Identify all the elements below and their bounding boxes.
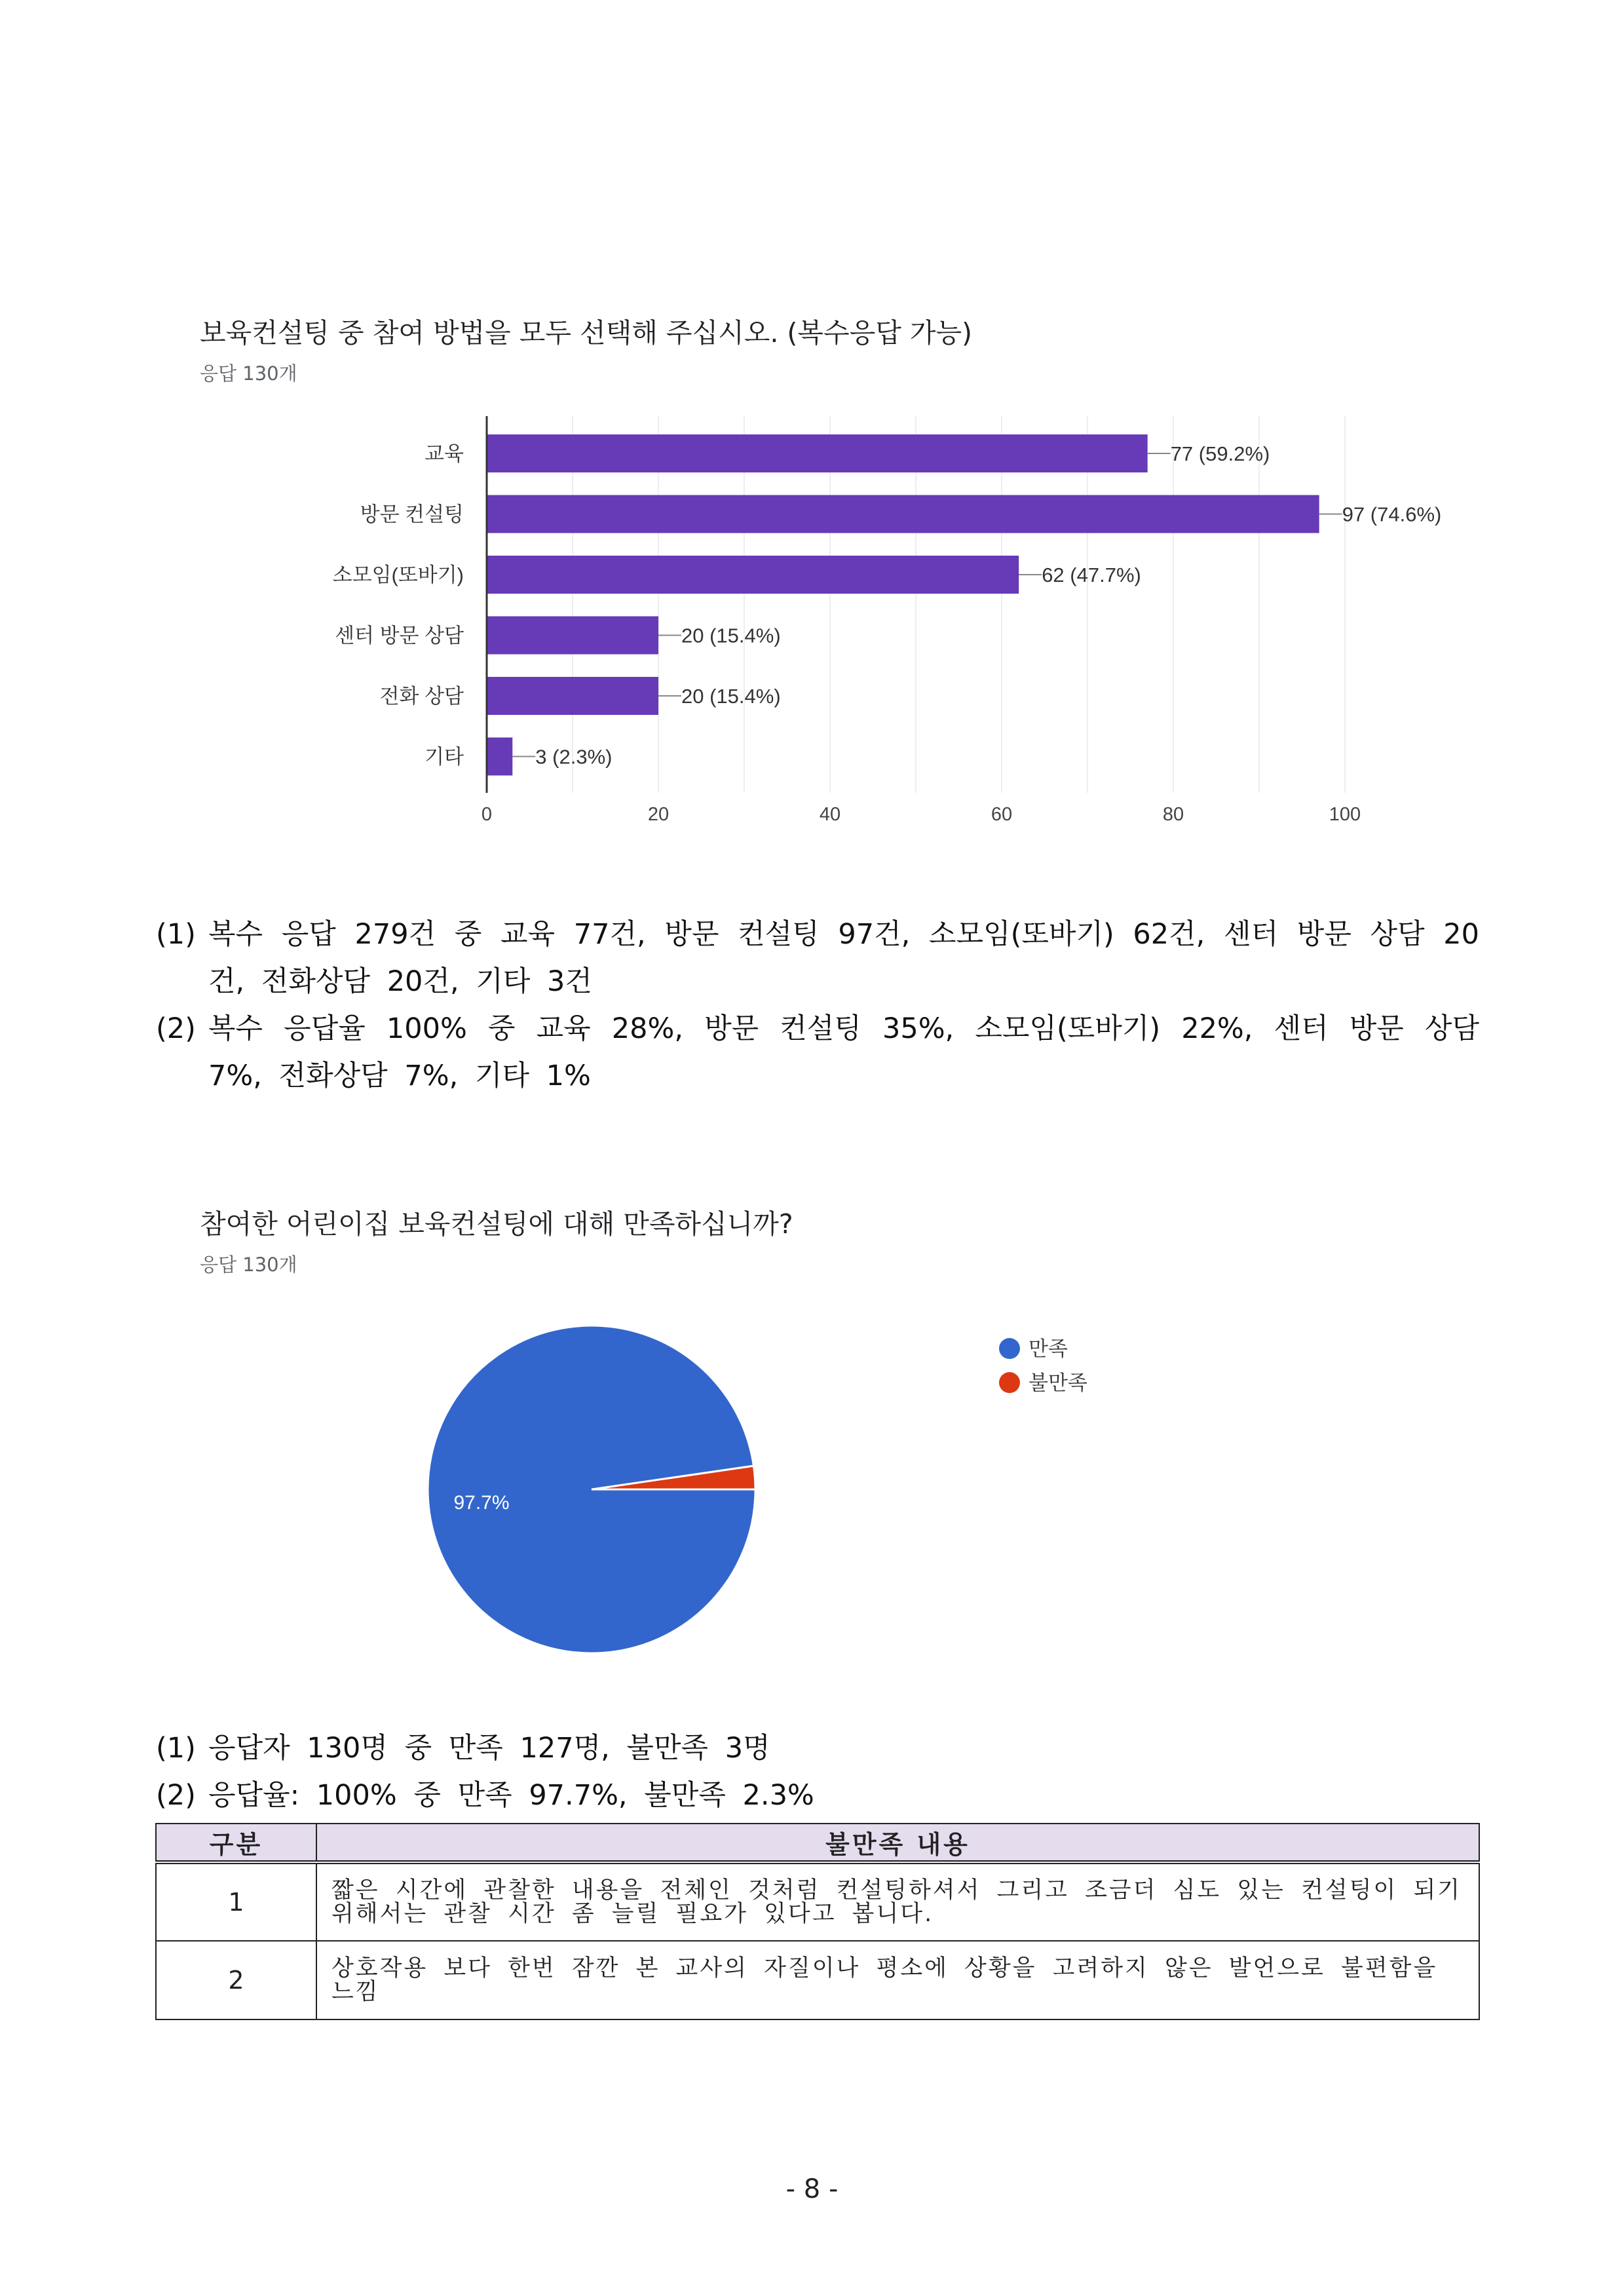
data-label: 20 (15.4%) — [681, 685, 781, 708]
header-category: 구분 — [156, 1824, 316, 1862]
category-label: 전화 상담 — [379, 685, 464, 708]
bar — [487, 495, 1319, 533]
bar — [487, 677, 658, 715]
x-tick-label: 60 — [991, 804, 1013, 825]
summary-2-item — [156, 1772, 1479, 1819]
legend-label: 만족 — [1029, 1337, 1068, 1360]
summary-1-item — [156, 1005, 1479, 1100]
header-content: 불만족 내용 — [316, 1824, 1479, 1862]
table-row — [156, 1862, 1479, 1941]
table-header-row — [156, 1824, 1479, 1862]
summary-item-text: 응답율: 100% 중 만족 97.7%, 불만족 2.3% — [208, 1779, 814, 1812]
x-tick-label: 80 — [1162, 804, 1184, 825]
summary-item-text: 복수 응답 279건 중 교육 77건, 방문 컨설팅 97건, 소모임(또바기) 62건, 센터 방문 상담 20건, 전화상담 20건, 기타 3건 — [208, 918, 1479, 998]
q2-response-count: 응답 130개 — [200, 1253, 297, 1276]
bar — [487, 738, 512, 776]
x-tick-label: 100 — [1329, 804, 1361, 825]
data-label: 62 (47.7%) — [1042, 564, 1141, 586]
participation-bar-chart — [0, 393, 1624, 878]
category-label: 기타 — [425, 745, 464, 769]
category-label: 센터 방문 상담 — [335, 624, 464, 647]
bar — [487, 617, 658, 655]
summary-1 — [156, 911, 1479, 1100]
pie-slice — [428, 1326, 755, 1653]
row-number: 2 — [156, 1941, 316, 2019]
x-tick-label: 0 — [481, 804, 493, 825]
category-label: 교육 — [425, 442, 464, 465]
q2-title: 참여한 어린이집 보육컨설팅에 대해 만족하십니까? — [200, 1208, 793, 1240]
summary-2 — [156, 1725, 1479, 1819]
summary-1-item — [156, 911, 1479, 1005]
summary-item-text: 복수 응답율 100% 중 교육 28%, 방문 컨설팅 35%, 소모임(또바기) 22%, 센터 방문 상담 7%, 전화상담 7%, 기타 1% — [208, 1012, 1479, 1092]
satisfaction-pie-chart — [0, 1297, 1624, 1691]
table-row — [156, 1941, 1479, 2019]
dissatisfaction-table — [155, 1823, 1480, 2020]
q1-title: 보육컨설팅 중 참여 방법을 모두 선택해 주십시오. (복수응답 가능) — [200, 317, 973, 349]
bar — [487, 434, 1148, 472]
bar — [487, 556, 1019, 594]
legend-marker — [999, 1372, 1020, 1393]
legend-label: 불만족 — [1029, 1371, 1087, 1394]
data-label: 97 (74.6%) — [1342, 503, 1442, 526]
data-label: 77 (59.2%) — [1170, 442, 1270, 465]
data-label: 3 (2.3%) — [535, 745, 613, 769]
summary-item-number: (2) — [156, 1779, 196, 1812]
summary-2-item — [156, 1725, 1479, 1772]
summary-item-number: (1) — [156, 1732, 196, 1765]
row-number: 1 — [156, 1862, 316, 1941]
summary-item-text: 응답자 130명 중 만족 127명, 불만족 3명 — [208, 1732, 770, 1765]
summary-item-number: (2) — [156, 1012, 196, 1045]
row-content: 짧은 시간에 관찰한 내용을 전체인 것처럼 컨설팅하셔서 그리고 조금더 심도 있는 컨설팅이 되기 위해서는 관찰 시간 좀 늘릴 필요가 있다고 봅니다. — [316, 1862, 1479, 1941]
q1-response-count: 응답 130개 — [200, 362, 297, 385]
row-content: 상호작용 보다 한번 잠깐 본 교사의 자질이나 평소에 상황을 고려하지 않은 발언으로 불편함을 느낌 — [316, 1941, 1479, 2019]
category-label: 소모임(또바기) — [332, 564, 464, 586]
summary-item-number: (1) — [156, 918, 196, 951]
data-label: 20 (15.4%) — [681, 624, 781, 647]
x-tick-label: 40 — [819, 804, 841, 825]
pie-data-label: 97.7% — [453, 1492, 510, 1514]
category-label: 방문 컨설팅 — [360, 503, 464, 526]
legend-marker — [999, 1338, 1020, 1359]
page-number: - 8 - — [785, 2174, 839, 2204]
x-tick-label: 20 — [647, 804, 670, 825]
